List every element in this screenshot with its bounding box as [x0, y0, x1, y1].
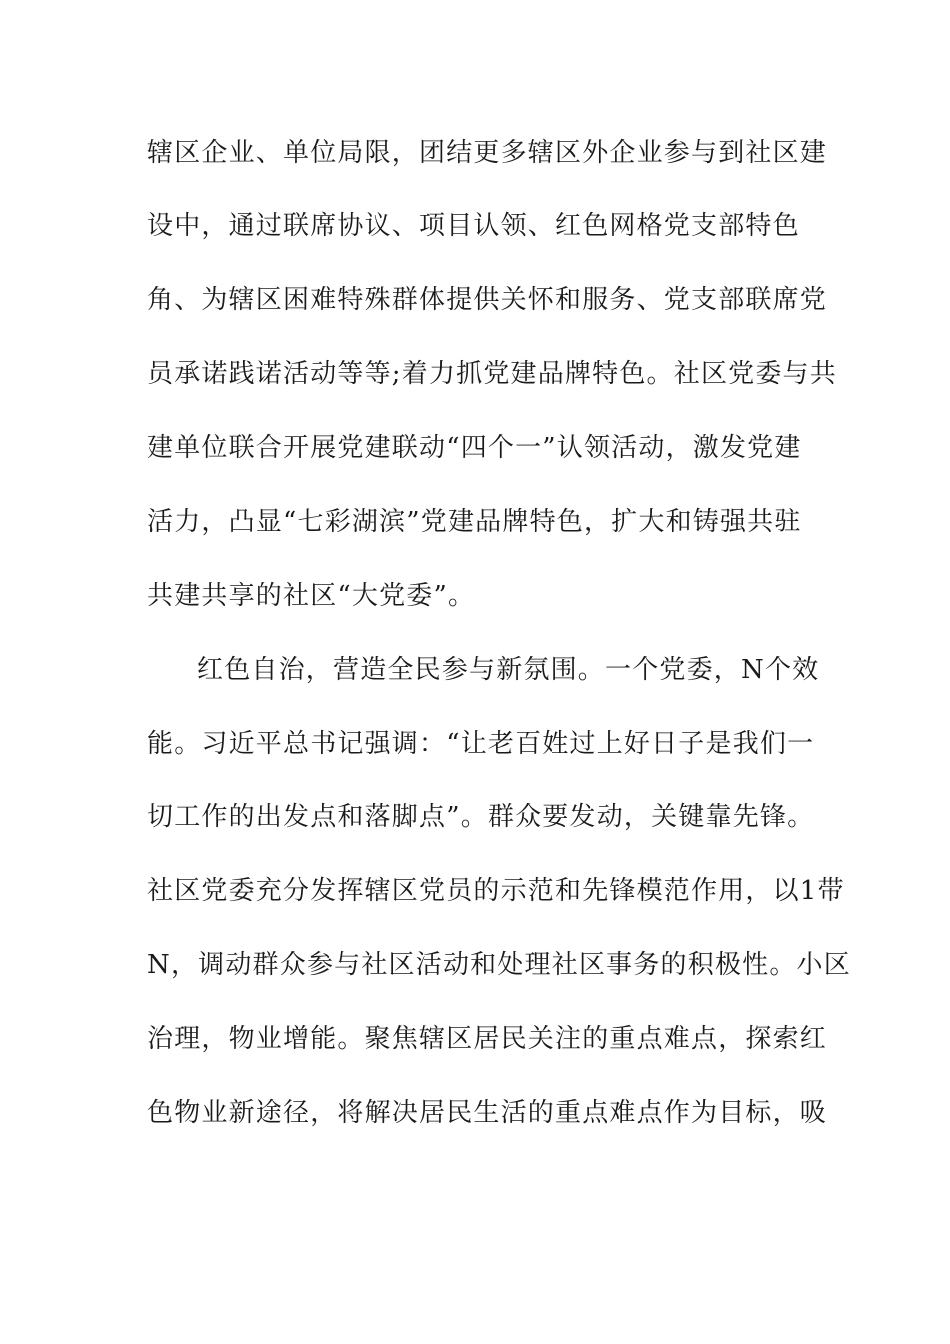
text-line-13: 治理，物业增能。聚焦辖区居民关注的重点难点，探索红 — [147, 1024, 828, 1054]
text-line-7: 共建共享的社区“大党委”。 — [147, 581, 476, 611]
text-line-3: 角、为辖区困难特殊群体提供关怀和服务、党支部联席党 — [147, 285, 828, 315]
text-line-12: N，调动群众参与社区活动和处理社区事务的积极性。小区 — [147, 950, 851, 980]
text-line-14: 色物业新途径，将解决居民生活的重点难点作为目标，吸 — [147, 1098, 828, 1128]
text-line-6: 活力，凸显“七彩湖滨”党建品牌特色，扩大和铸强共驻 — [147, 507, 802, 537]
text-line-1: 辖区企业、单位局限，团结更多辖区外企业参与到社区建 — [147, 138, 828, 168]
text-line-10: 切工作的出发点和落脚点”。群众要发动，关键靠先锋。 — [147, 802, 815, 832]
text-line-9: 能。习近平总书记强调：“让老百姓过上好日子是我们一 — [147, 729, 815, 759]
text-line-11: 社区党委充分发挥辖区党员的示范和先锋模范作用，以1带 — [147, 876, 845, 906]
text-line-2: 设中，通过联席协议、项目认领、红色网格党支部特色 — [147, 211, 800, 241]
paragraph-start-line: 红色自治，营造全民参与新氛围。一个党委，N个效 — [197, 655, 820, 685]
text-line-5: 建单位联合开展党建联动“四个一”认领活动，激发党建 — [147, 433, 802, 463]
text-line-4: 员承诺践诺活动等等;着力抓党建品牌特色。社区党委与共 — [147, 359, 837, 389]
